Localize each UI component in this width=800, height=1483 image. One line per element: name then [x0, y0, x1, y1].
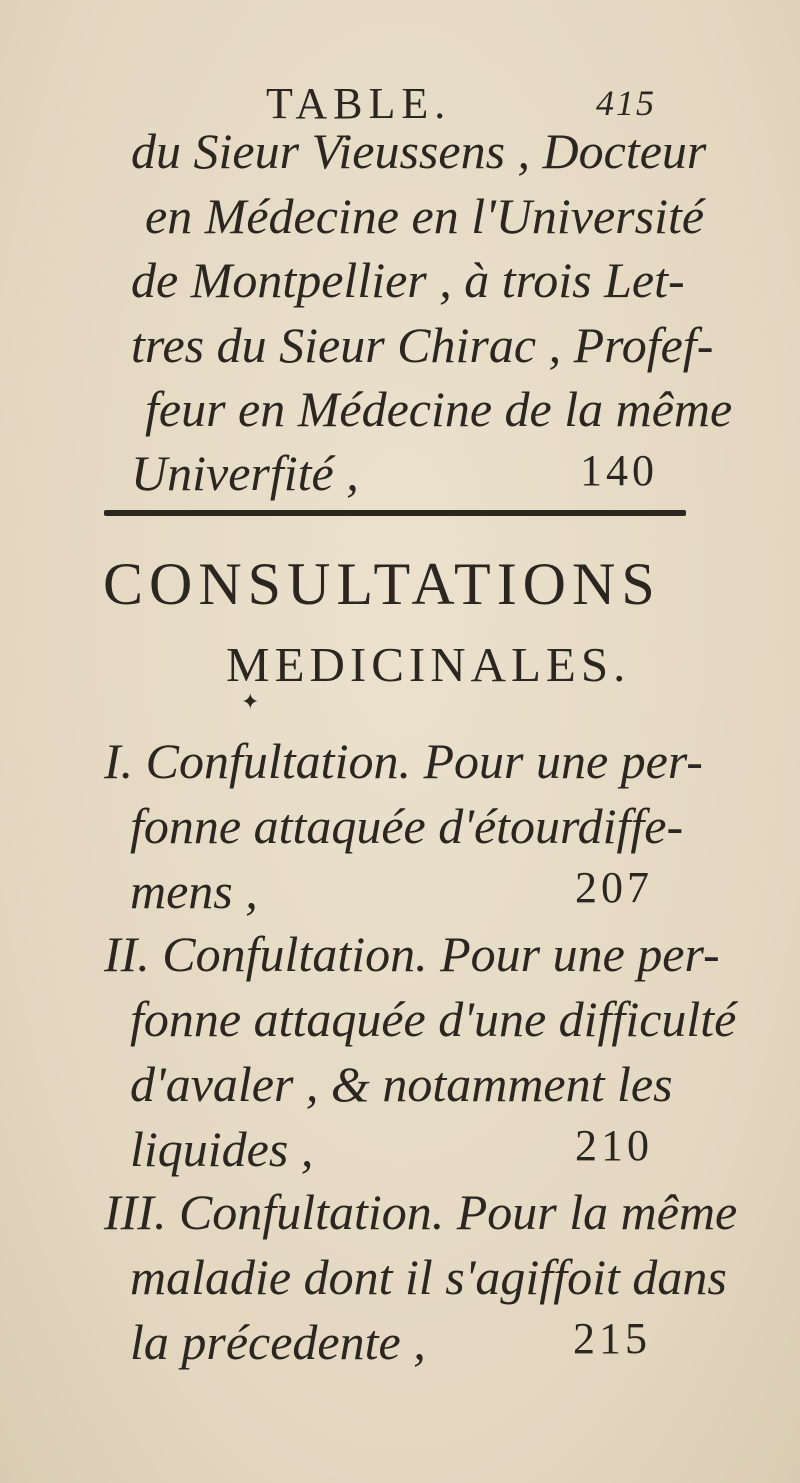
text-line: feur en Médecine de la même: [145, 381, 733, 437]
text-line: d'avaler , & notamment les: [130, 1056, 673, 1112]
header-page-number: 415: [596, 83, 656, 123]
entry-page-number: 215: [573, 1314, 651, 1363]
text-line: en Médecine en l'Université: [145, 188, 705, 244]
header-title: TABLE.: [266, 79, 452, 128]
text-line: liquides ,: [130, 1121, 314, 1177]
section-title: CONSULTATIONS: [103, 551, 661, 617]
text-line: I. Confultation. Pour une per-: [104, 733, 703, 789]
text-line: fonne attaquée d'étourdiffe-: [130, 798, 684, 854]
text-line: tres du Sieur Chirac , Profef-: [131, 317, 714, 373]
ornament-icon: ✦: [241, 690, 260, 715]
section-subtitle: MEDICINALES.: [226, 637, 631, 692]
text-line: II. Confultation. Pour une per-: [104, 926, 720, 982]
text-line: III. Confultation. Pour la même: [104, 1184, 738, 1240]
text-line: mens ,: [130, 863, 258, 919]
entry-page-number: 207: [575, 863, 653, 912]
text-line: de Montpellier , à trois Let-: [131, 252, 685, 308]
text-line: Univerfité ,: [131, 445, 359, 501]
running-header: [266, 78, 666, 128]
section-divider: [104, 510, 686, 516]
text-line: maladie dont il s'agiffoit dans: [130, 1249, 727, 1305]
text-line: fonne attaquée d'une difficulté: [130, 991, 737, 1047]
entry-page-number: 140: [580, 446, 658, 495]
text-line: la précedente ,: [130, 1314, 426, 1370]
text-line: du Sieur Vieussens , Docteur: [131, 123, 707, 179]
entry-page-number: 210: [575, 1121, 653, 1170]
